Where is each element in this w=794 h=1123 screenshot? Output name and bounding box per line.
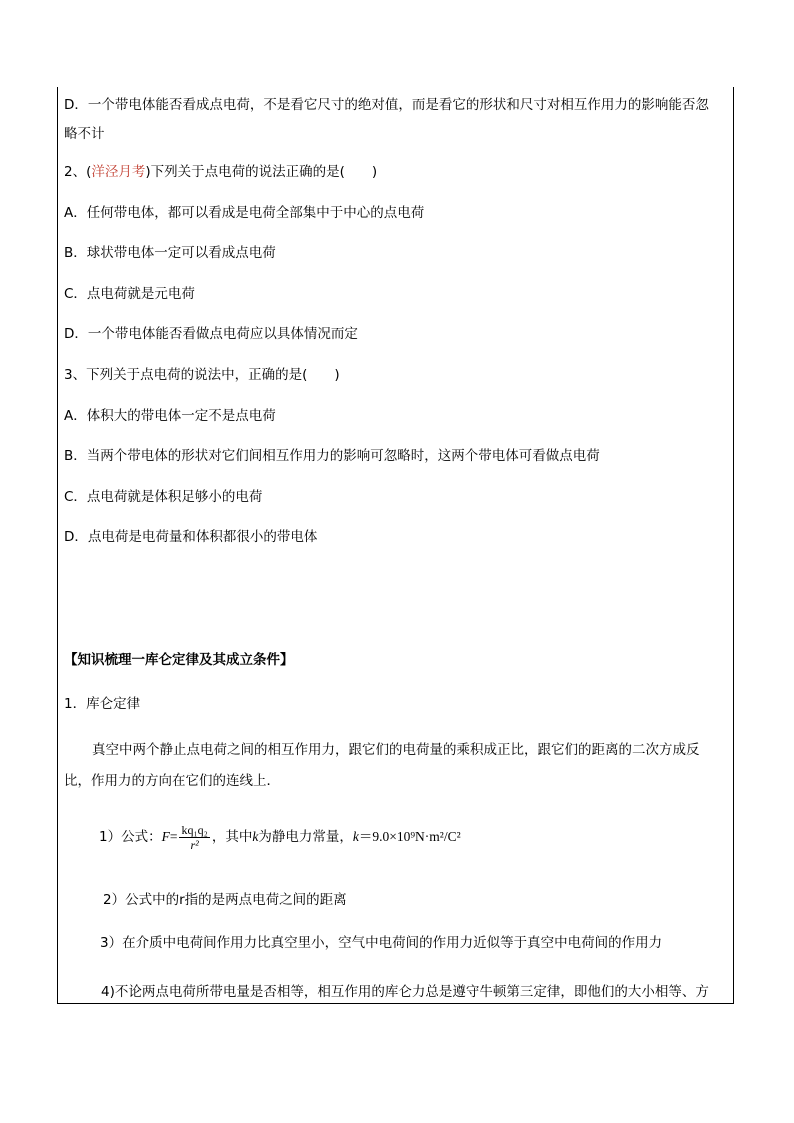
q2-option-c: C．点电荷就是元电荷 xyxy=(64,286,195,302)
q2-option-b: B．球状带电体一定可以看成点电荷 xyxy=(64,245,276,261)
formula-denominator: r² xyxy=(190,837,199,852)
formula-k-value-symbol: k xyxy=(352,829,359,844)
question-2 xyxy=(64,163,377,181)
formula-fraction xyxy=(179,824,209,851)
formula-mid2: 为静电力常量， xyxy=(258,829,353,845)
item-4: 4)不论两点电荷所带电量是否相等，相互作用的库仑力总是遵守牛顿第三定律，即他们的大小相等、方 xyxy=(101,984,709,1000)
formula-prefix: 1）公式： xyxy=(99,829,162,845)
formula-k-value: ＝9.0×10⁹N·m²/C² xyxy=(358,829,461,844)
q3-option-c: C．点电荷就是体积足够小的电荷 xyxy=(64,489,263,505)
formula-equals: = xyxy=(169,829,178,844)
formula-k-symbol: k xyxy=(252,829,259,844)
q3-option-a: A．体积大的带电体一定不是点电荷 xyxy=(64,408,276,424)
q3-option-d: D．点电荷是电荷量和体积都很小的带电体 xyxy=(64,529,318,545)
question-2-prefix: 2、( xyxy=(64,164,92,180)
q2-option-a: A．任何带电体，都可以看成是电荷全部集中于中心的点电荷 xyxy=(64,205,425,221)
section-heading: 【知识梳理一库仑定律及其成立条件】 xyxy=(64,652,294,668)
q2-option-d: D．一个带电体能否看做点电荷应以具体情况而定 xyxy=(64,326,358,342)
item-3: 3）在介质中电荷间作用力比真空里小，空气中电荷间的作用力近似等于真空中电荷间的作用力 xyxy=(100,935,663,951)
item-2: 2）公式中的r指的是两点电荷之间的距离 xyxy=(103,892,347,908)
q3-option-b: B．当两个带电体的形状对它们间相互作用力的影响可忽略时，这两个带电体可看做点电荷 xyxy=(64,448,600,464)
formula-lhs: F xyxy=(161,829,170,844)
formula-numerator: kq₁q₂ xyxy=(181,822,208,837)
section-1-title: 1．库仑定律 xyxy=(64,696,141,712)
question-3: 3、下列关于点电荷的说法中，正确的是( ) xyxy=(64,367,340,383)
q1-option-d-line1: D．一个带电体能否看成点电荷，不是看它尺寸的绝对值，而是看它的形状和尺寸对相互作用力的影响能否忽 xyxy=(64,97,709,113)
question-2-source: 洋泾月考 xyxy=(91,164,146,180)
coulomb-law-para-line1: 真空中两个静止点电荷之间的相互作用力，跟它们的电荷量的乘积成正比，跟它们的距离的二次方成反 xyxy=(92,742,700,758)
formula-line xyxy=(99,823,461,851)
question-2-text: )下列关于点电荷的说法正确的是( ) xyxy=(145,164,378,180)
formula-mid: ，其中 xyxy=(211,829,253,845)
coulomb-law-para-line2: 比，作用力的方向在它们的连线上． xyxy=(64,773,280,789)
q1-option-d-line2: 略不计 xyxy=(64,126,105,142)
